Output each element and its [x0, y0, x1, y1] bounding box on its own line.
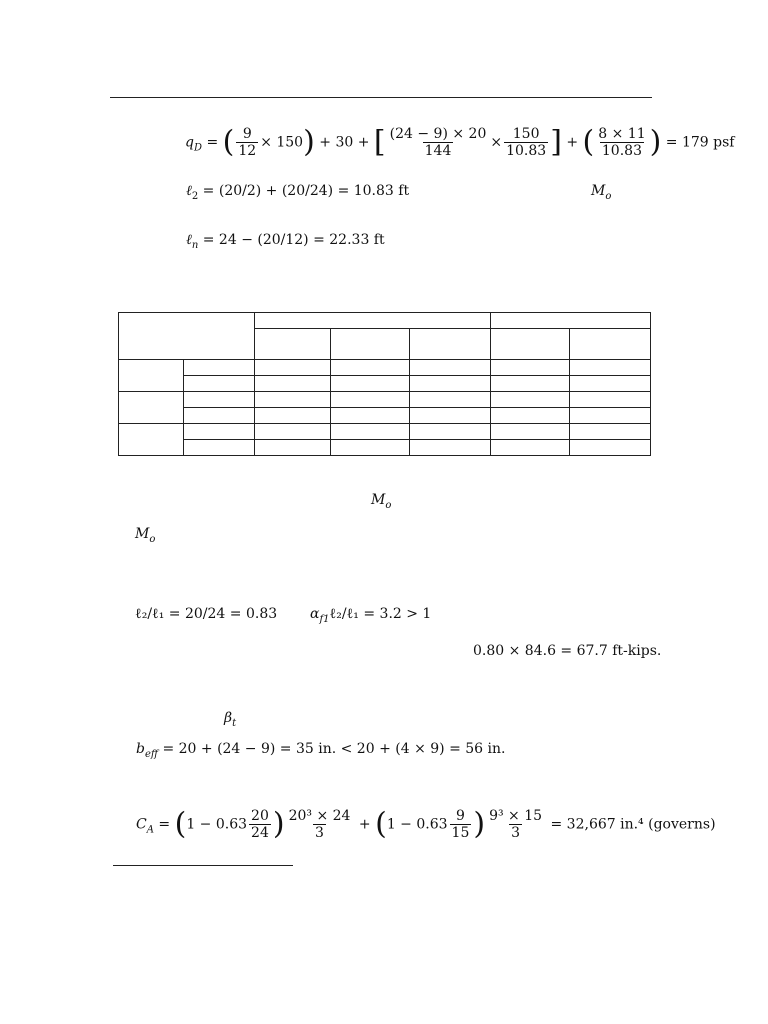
fraction-denominator: 3 — [511, 825, 521, 841]
table-cell — [410, 408, 491, 424]
fraction-150-1083 — [504, 126, 548, 159]
paren-open: ( — [222, 124, 235, 160]
equation-moment — [473, 643, 661, 659]
moment-expression: 0.80 × 84.6 = 67.7 ft-kips. — [473, 643, 662, 659]
ell-symbol: ℓ — [186, 183, 192, 199]
c-subscript: A — [146, 824, 154, 836]
beta-symbol: β — [224, 710, 233, 726]
table-row — [119, 360, 651, 376]
alpha-expression: ℓ₂/ℓ₁ = 3.2 > 1 — [329, 606, 432, 622]
table-group-header-2 — [491, 313, 651, 329]
mo-subscript: o — [385, 499, 392, 511]
fraction-numerator: 9 — [455, 808, 465, 824]
fraction-numerator: 9 — [242, 126, 252, 142]
mo-label-center — [371, 492, 392, 511]
paren-close-2: ) — [649, 124, 662, 160]
table-row-group — [119, 360, 184, 392]
equation-ca — [136, 808, 716, 841]
qd-result: = 179 psf — [665, 134, 735, 151]
ca-term1-prefix: 1 − 0.63 — [186, 816, 248, 833]
table-cell — [255, 408, 331, 424]
table-cell — [570, 376, 651, 392]
table-cell — [184, 440, 255, 456]
table-cell — [184, 408, 255, 424]
table-row — [119, 408, 651, 424]
table-cell — [491, 408, 570, 424]
ell-symbol: ℓ — [186, 232, 192, 248]
fraction-9-12 — [236, 126, 258, 159]
mo-symbol: M — [591, 183, 606, 199]
fraction-numerator: 20 — [251, 808, 269, 824]
table-group-header-1 — [255, 313, 491, 329]
table-cell — [410, 392, 491, 408]
paren-open-2: ( — [582, 124, 595, 160]
table-cell — [570, 424, 651, 440]
ln-expression: = 24 − (20/12) = 22.33 ft — [202, 232, 385, 248]
footnote-rule — [113, 865, 293, 866]
qd-equals: = — [206, 134, 219, 151]
table-cell — [410, 376, 491, 392]
paren-close-2: ) — [473, 806, 486, 842]
fraction-9cubed — [487, 808, 544, 841]
mo-label-left — [135, 526, 156, 545]
fraction-denominator: 15 — [451, 825, 470, 841]
equation-ratio — [135, 606, 277, 623]
table-cell — [491, 392, 570, 408]
ca-equals: = — [158, 816, 171, 833]
mo-symbol: M — [371, 492, 386, 508]
plus-sign: + — [566, 134, 579, 151]
table-header-row — [119, 313, 651, 329]
ca-result: = 32,667 in.⁴ (governs) — [550, 816, 716, 833]
paren-open-2: ( — [375, 806, 387, 842]
alpha-subscript: f1 — [319, 613, 330, 625]
table-cell — [410, 329, 491, 360]
table-cell — [331, 440, 410, 456]
table-cell — [331, 360, 410, 376]
table-cell — [410, 424, 491, 440]
ell-subscript: n — [191, 239, 199, 251]
table-cell — [491, 329, 570, 360]
beff-expression: = 20 + (24 − 9) = 35 in. < 20 + (4 × 9) = 56 in. — [162, 741, 506, 757]
table-cell — [570, 329, 651, 360]
table-cell — [184, 392, 255, 408]
plus-sign: + — [358, 816, 371, 833]
b-symbol: b — [136, 741, 145, 757]
table-row-group — [119, 424, 184, 456]
table-cell — [410, 360, 491, 376]
table-cell — [570, 360, 651, 376]
ell-subscript: 2 — [191, 190, 199, 202]
moment-distribution-table — [118, 312, 651, 456]
table-cell — [184, 360, 255, 376]
fraction-denominator: 24 — [251, 825, 269, 841]
table-row — [119, 440, 651, 456]
equation-alpha — [310, 606, 431, 623]
bracket-open: [ — [373, 124, 386, 160]
beta-label — [224, 710, 237, 729]
beta-subscript: t — [232, 717, 237, 729]
equation-beff — [136, 741, 506, 760]
equation-qd — [185, 126, 734, 159]
bracket-close: ] — [550, 124, 562, 160]
header-rule — [110, 97, 652, 98]
table-cell — [331, 424, 410, 440]
fraction-20-24 — [249, 808, 271, 841]
table-cell — [255, 440, 331, 456]
paren-close: ) — [303, 124, 315, 160]
table-cell — [570, 440, 651, 456]
table-row — [119, 376, 651, 392]
table-cell — [184, 376, 255, 392]
qd-symbol: q — [185, 134, 194, 151]
equation-ln — [186, 232, 385, 249]
fraction-8x11 — [596, 126, 647, 159]
mo-subscript: o — [605, 190, 612, 202]
ca-term3-prefix: 1 − 0.63 — [386, 816, 448, 833]
c-symbol: C — [136, 816, 147, 833]
table-cell — [570, 392, 651, 408]
equation-l2 — [186, 183, 409, 200]
table-cell — [331, 408, 410, 424]
paren-open: ( — [174, 806, 187, 842]
fraction-denominator: 10.83 — [601, 143, 642, 159]
table-cell — [491, 424, 570, 440]
table-cell — [255, 376, 331, 392]
fraction-denominator: 12 — [238, 143, 257, 159]
fraction-numerator: 150 — [512, 126, 540, 142]
ratio-expression: ℓ₂/ℓ₁ = 20/24 = 0.83 — [135, 606, 278, 622]
table-row — [119, 392, 651, 408]
table-cell — [255, 392, 331, 408]
table-row-group — [119, 392, 184, 424]
fraction-numerator: (24 − 9) × 20 — [389, 126, 487, 142]
fraction-numerator: 9³ × 15 — [489, 808, 543, 824]
fraction-numerator: 8 × 11 — [598, 126, 646, 142]
fraction-20cubed — [287, 808, 353, 841]
mo-symbol: M — [135, 526, 150, 542]
fraction-slab — [388, 126, 489, 159]
table-cell — [491, 360, 570, 376]
paren-close: ) — [272, 806, 285, 842]
table-cell — [331, 376, 410, 392]
table-cell — [255, 360, 331, 376]
table-cell — [331, 392, 410, 408]
table-cell — [331, 329, 410, 360]
table-cell — [570, 408, 651, 424]
table-cell — [491, 440, 570, 456]
fraction-denominator: 10.83 — [506, 143, 547, 159]
fraction-denominator: 3 — [315, 825, 324, 841]
table-cell — [255, 424, 331, 440]
fraction-denominator: 144 — [424, 143, 452, 159]
b-subscript: eff — [144, 748, 158, 760]
table-corner-cell — [119, 313, 255, 360]
table-cell — [255, 329, 331, 360]
fraction-numerator: 20³ × 24 — [288, 808, 351, 824]
times-150: × 150 — [260, 134, 304, 151]
mo-label-right — [591, 183, 612, 202]
fraction-9-15 — [450, 808, 472, 841]
l2-expression: = (20/2) + (20/24) = 10.83 ft — [202, 183, 410, 199]
table-cell — [491, 376, 570, 392]
table-cell — [184, 424, 255, 440]
times-sign: × — [490, 134, 503, 151]
qd-subscript: D — [193, 142, 202, 154]
plus-30: + 30 + — [319, 134, 370, 151]
mo-subscript: o — [149, 533, 156, 545]
table-cell — [410, 440, 491, 456]
table-row — [119, 424, 651, 440]
alpha-symbol: α — [310, 606, 320, 622]
